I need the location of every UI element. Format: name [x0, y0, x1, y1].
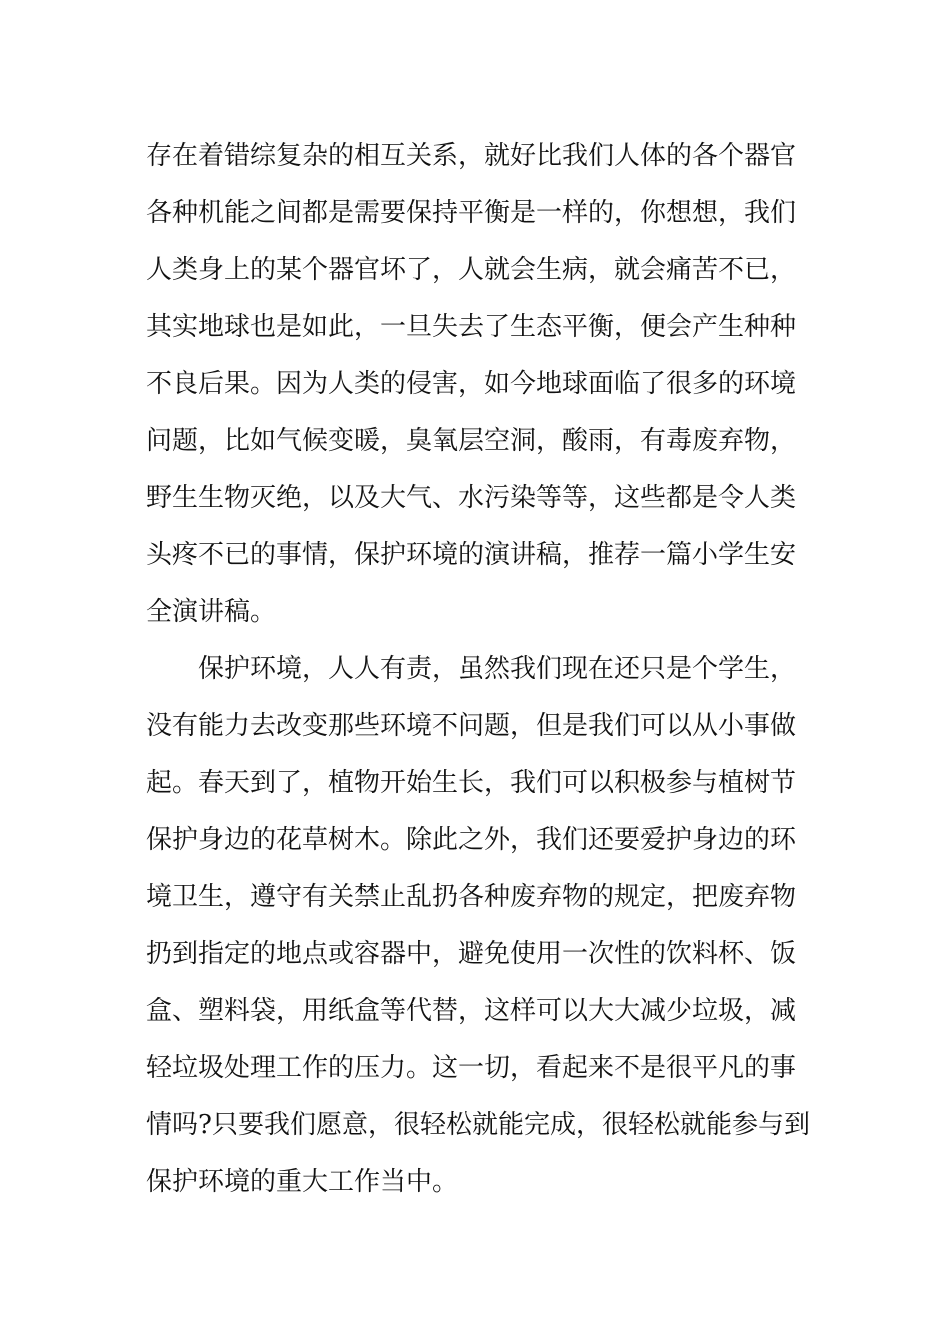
- body-text: [146, 128, 816, 1211]
- text-line: 人类身上的某个器官坏了，人就会生病，就会痛苦不已，: [146, 255, 797, 285]
- text-line: 轻垃圾处理工作的压力。这一切，看起来不是很平凡的事: [146, 1053, 797, 1083]
- text-line: 保护环境，人人有责，虽然我们现在还只是个学生，: [198, 654, 797, 684]
- paragraph-2: [146, 641, 816, 1211]
- text-line: 其实地球也是如此，一旦失去了生态平衡，便会产生种种: [146, 312, 797, 342]
- text-line: 各种机能之间都是需要保持平衡是一样的，你想想，我们: [146, 198, 797, 228]
- text-line: 头疼不已的事情，保护环境的演讲稿，推荐一篇小学生安: [146, 540, 797, 570]
- text-line: 保护身边的花草树木。除此之外，我们还要爱护身边的环: [146, 825, 797, 855]
- text-line: 情吗?只要我们愿意，很轻松就能完成，很轻松就能参与到: [146, 1110, 810, 1140]
- text-line: 起。春天到了，植物开始生长，我们可以积极参与植树节: [146, 768, 797, 798]
- text-line: 问题，比如气候变暖，臭氧层空洞，酸雨，有毒废弃物，: [146, 426, 797, 456]
- text-line: 全演讲稿。: [146, 597, 277, 627]
- text-line: 扔到指定的地点或容器中，避免使用一次性的饮料杯、饭: [146, 939, 797, 969]
- text-line: 保护环境的重大工作当中。: [146, 1167, 459, 1197]
- text-line: 存在着错综复杂的相互关系，就好比我们人体的各个器官: [146, 141, 797, 171]
- text-line: 盒、塑料袋，用纸盒等代替，这样可以大大减少垃圾，减: [146, 996, 797, 1026]
- text-line: 野生生物灭绝，以及大气、水污染等等，这些都是令人类: [146, 483, 797, 513]
- text-line: 不良后果。因为人类的侵害，如今地球面临了很多的环境: [146, 369, 797, 399]
- text-line: 境卫生，遵守有关禁止乱扔各种废弃物的规定，把废弃物: [146, 882, 797, 912]
- text-line: 没有能力去改变那些环境不问题，但是我们可以从小事做: [146, 711, 797, 741]
- paragraph-1: [146, 128, 816, 641]
